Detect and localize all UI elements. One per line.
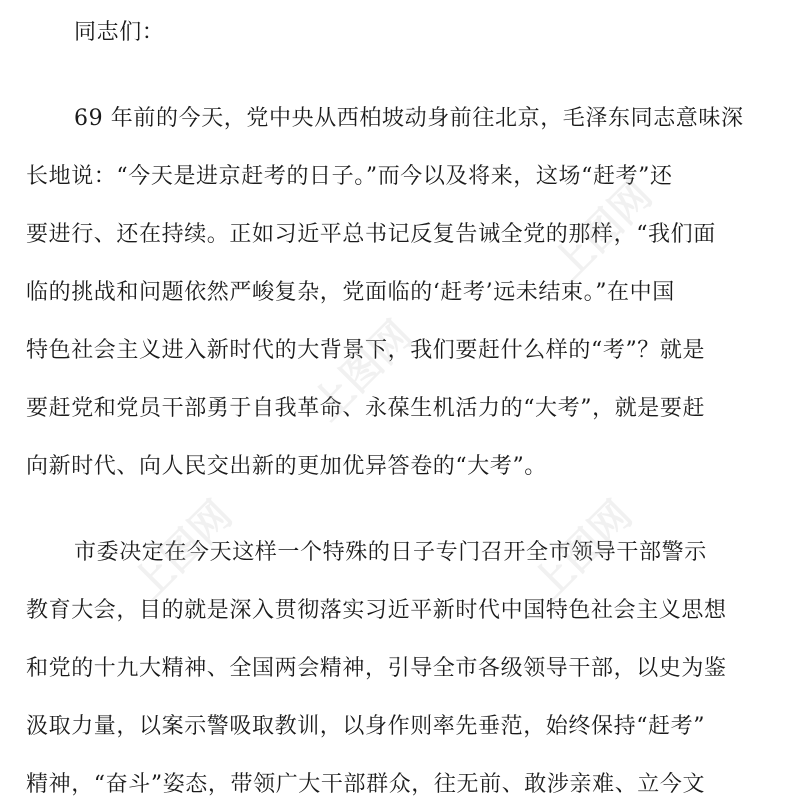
paragraph-1-line-1: 69 年前的今天，党中央从西柏坡动身前往北京，毛泽东同志意味深 bbox=[74, 106, 744, 131]
paragraph-1-line-4: 临的挑战和问题依然严峻复杂，党面临的‘赶考’远未结束。”在中国 bbox=[26, 280, 675, 305]
paragraph-1-line-3: 要进行、还在持续。正如习近平总书记反复告诫全党的那样，“我们面 bbox=[26, 222, 716, 247]
paragraph-2-line-2: 教育大会，目的就是深入贯彻落实习近平新时代中国特色社会主义思想 bbox=[26, 598, 727, 623]
paragraph-1-line-2: 长地说：“今天是进京赶考的日子。”而今以及将来，这场“赶考”还 bbox=[26, 164, 673, 189]
watermark: 上图网 bbox=[303, 312, 422, 430]
paragraph-1-line-6: 要赶党和党员干部勇于自我革命、永葆生机活力的“大考”，就是要赶 bbox=[26, 396, 706, 421]
salutation: 同志们： bbox=[74, 20, 165, 45]
paragraph-2-line-5: 精神，“奋斗”姿态，带领广大干部群众，往无前、敢涉亲难、立今文 bbox=[26, 772, 706, 797]
watermark: 上图网 bbox=[543, 172, 662, 290]
watermark: 上图网 bbox=[523, 492, 642, 610]
watermark: 上图网 bbox=[123, 492, 242, 610]
paragraph-1-line-5: 特色社会主义进入新时代的大背景下，我们要赶什么样的“考”？就是 bbox=[26, 338, 706, 363]
paragraph-2-line-1: 市委决定在今天这样一个特殊的日子专门召开全市领导干部警示 bbox=[74, 540, 707, 565]
paragraph-1-line-7: 向新时代、向人民交出新的更加优异答卷的“大考”。 bbox=[26, 454, 547, 479]
paragraph-2-line-3: 和党的十九大精神、全国两会精神，引导全市各级领导干部，以史为鉴 bbox=[26, 656, 727, 681]
paragraph-2-line-4: 汲取力量，以案示警吸取教训，以身作则率先垂范，始终保持“赶考” bbox=[26, 714, 706, 739]
